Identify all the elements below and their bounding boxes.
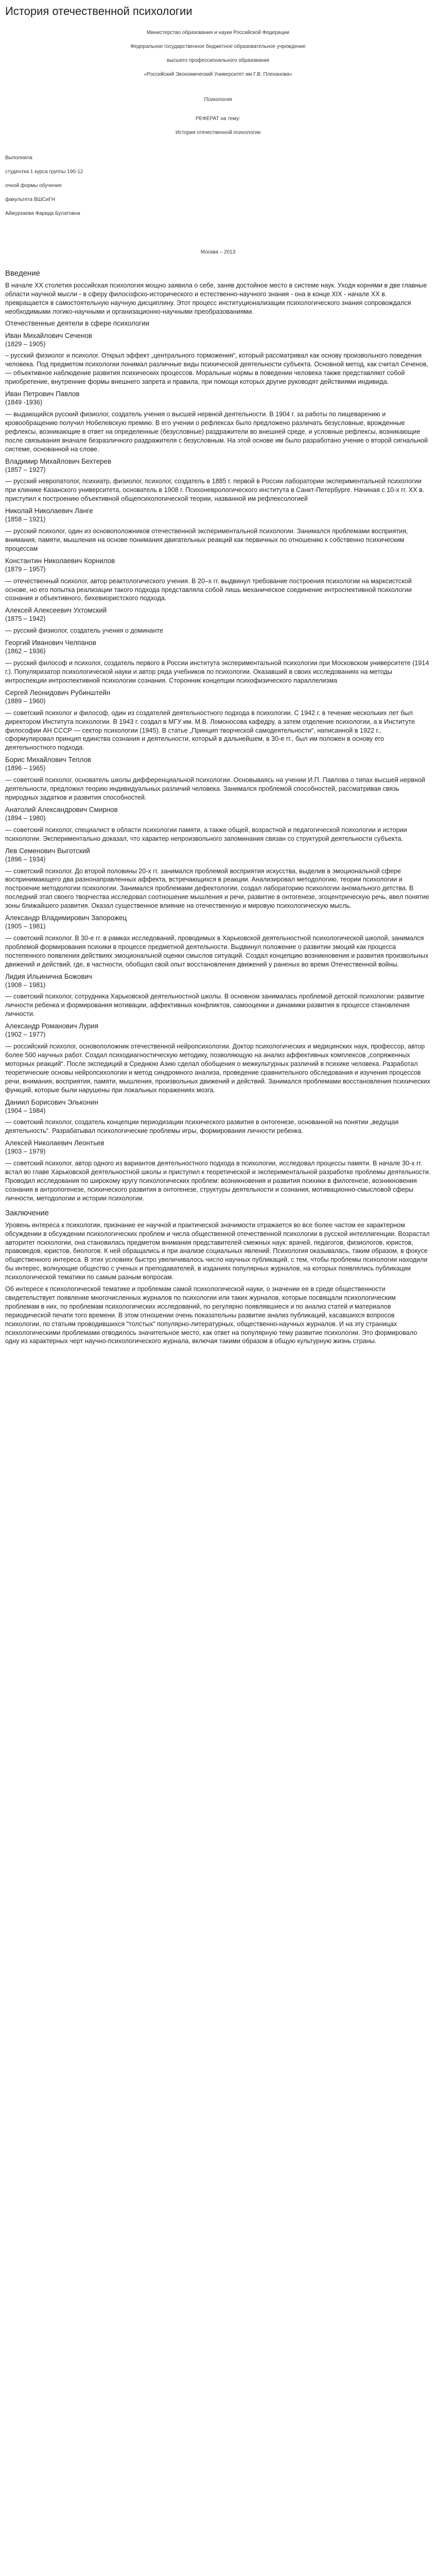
person-entry <box>5 755 431 802</box>
person-years: (1829 – 1905) <box>5 340 46 348</box>
cover-essay-topic: История отечественной психологии <box>175 130 261 135</box>
person-entry <box>5 972 431 1019</box>
cover-institution-line2: высшего профессионального образования <box>167 58 269 63</box>
cover-city-year: Москва – 2013 <box>200 249 236 255</box>
person-description: — выдающийся русский физиолог, создатель учения о высшей нервной деятельности. В 1904 г. за работы по пищеварению и кровообращению получил Нобелевскую премию. В его учении о рефлексах было предложено различать безусловные, врожденные рефлексы, возникающие в ответ на определенные (безусловные) раздражители во внешней среде, и условные рефлексы, возникающие после связывания вначале безразличного раздражителя с безусловным. На этой основе им было разработано учение о второй сигнальной системе, основанной на слове. <box>5 410 428 453</box>
person-description: — советский психолог. В 30-е гг. в рамках исследований, проводимых в Харьковской деятельностной психологической школой, занимался проблемой формирования психики в процессе предметной деятельности. Выдвинул положение о развитии эмоций как процесса постепенного появления действиях эмоциональной оценки смыслов ситуаций. Создал концепцию возникновения и развития произвольных движений и действий, где, в частности, обобщил свой опыт восстановления движений у раненых во время Отечественной войны. <box>5 934 429 968</box>
person-years: (1879 – 1957) <box>5 565 46 573</box>
person-entry <box>5 606 431 635</box>
person-entry <box>5 1139 431 1202</box>
person-name: Георгий Иванович Челпанов <box>5 639 96 647</box>
person-description: — русский психолог, один из основоположников отечественной экспериментальной психологии. Занимался проблемами восприятия, внимания, памяти, мышления на основе понимания двигательных реакций как первичных по отношению к собственно психическим процессам <box>5 528 408 552</box>
person-description: — русский невропатолог, психиатр, физиолог, психолог, создатель в 1885 г. первой в России лаборатории экспериментальной психологии при клинике Казанского университета, основатель в 1908 г. Психоневрологического института в Санкт-Петербурге. Начиная с 10-х гг. ХХ в. приступил к построению объективной общепсихологической теории, названной им рефлексологией <box>5 478 425 503</box>
person-name: Борис Михайлович Теплов <box>5 756 92 764</box>
person-description: — советский психолог. До второй половины 20-х гг. занимался проблемой восприятия искусства, выделив в эмоциональной сфере воспринимающего два разнонаправленных аффекта, встречающихся в реакции. Анализировал методологию, теории психологии и построение методологии психологии. Занимался проблемами дефектологии, создал лабораторию психологии аномального детства. В последний этап своего творчества исследовал соотношение мышления и речи, развитие в онтогенезе, эгоцентрическую речь, ввел понятие зоны ближайшего развития. Оказал существенное влияние на отечественную и мировую психологическую мысль. <box>5 867 429 910</box>
person-entry <box>5 688 431 752</box>
person-name: Александр Владимирович Запорожец <box>5 914 127 922</box>
cover-university: «Российский Экономический Университет им Г.В. Плеханова» <box>144 72 292 77</box>
person-entry <box>5 506 431 553</box>
person-name: Николай Николаевич Ланге <box>5 507 93 515</box>
person-entry <box>5 389 431 453</box>
cover-student: студентка 1 курса группы 190-12 <box>5 169 83 175</box>
person-name: Алексей Алексеевич Ухтомский <box>5 606 107 615</box>
person-description: – русский физиолог и психолог. Открыл эффект „центрального торможения“, который рассматривал как основу произвольного поведения человека. Под предметом психологии понимал различные виды психической деятельности субъекта. Основной метод, как считал Сеченов, — объективное наблюдение развития психических процессов. Моральные нормы в поведении человека также представляют собой приобретение, внутренние формы внешнего запрета и правила, при помощи которых другие руководят действиями индивида. <box>5 352 428 386</box>
person-name: Алексей Николаевич Леонтьев <box>5 1139 104 1147</box>
section-title: Отечественные деятели в сфере психологии <box>5 319 150 327</box>
person-name: Лев Семенович Выготский <box>5 846 90 855</box>
person-years: (1858 – 1921) <box>5 516 46 523</box>
cover-study-form: очной формы обучения <box>5 183 62 189</box>
person-description: — советский психолог, создатель концепции периодизации психического развития в онтогенезе, основанной на понятии „ведущая деятельность“. Разрабатывал психологические проблемы игры, формирования личности ребенка. <box>5 1118 399 1135</box>
person-years: (1889 – 1960) <box>5 697 46 705</box>
person-name: Лидия Ильинична Божович <box>5 972 92 980</box>
person-entry <box>5 1022 431 1094</box>
person-description: — российский психолог, основоположник отечественной нейропсихологии. Доктор психологических и медицинских наук, профессор, автор более 500 научных работ. Создал психодиагностическую методику, позволяющую на анализ аффективных комплексов „сопряженных моторных реакций“. После экспедиций в Среднюю Азию сделал обобщения о межкультурных различий в психике человека. Разработал теоретические основы нейропсихологии и метод синдромного анализа, проведение сравнительного обследования и изучения процессов речи, внимания, восприятия, памяти, мышления, произвольных движений и действий. Занимался проблемами восстановления психических функций, которые были нарушены при локальных поражениях мозга. <box>5 1043 430 1094</box>
person-years: (1908 – 1981) <box>5 981 46 989</box>
cover-author-name: Айжурзаева Фарида Булатовна <box>5 211 80 216</box>
person-entry <box>5 1098 431 1136</box>
person-description: — советский психолог, специалист в области психологии памяти, а также общей, возрастной и педагогической психологии и истории психологии. Экспериментально доказал, что характер непроизвольного запоминания связан со структурой деятельности субъекта. <box>5 826 407 842</box>
document-title: История отечественной психологии <box>5 5 193 18</box>
person-name: Анатолий Александрович Смирнов <box>5 805 118 814</box>
person-years: (1862 – 1936) <box>5 648 46 655</box>
cover-ministry: Министерство образования и науки Российской Федерации <box>147 30 289 36</box>
cover-performed-by: Выполнила <box>5 155 32 161</box>
person-years: (1875 – 1942) <box>5 615 46 623</box>
person-description: — советский психолог, сотрудника Харьковской деятельностной школы. В основном занималась проблемой детской психологии: развитие личности ребенка и формирования мотивации, аффективных конфликтов, самооценки и динамики развития в процессе становления личности. <box>5 993 425 1018</box>
person-name: Константин Николаевич Корнилов <box>5 556 115 565</box>
person-name: Александр Романович Лурия <box>5 1022 98 1030</box>
cover-faculty: факультета ВШСиГН <box>5 197 56 202</box>
person-name: Иван Петрович Павлов <box>5 390 80 398</box>
cover-essay-label: РЕФЕРАТ на тему: <box>195 116 241 122</box>
person-years: (1905 – 1981) <box>5 923 46 930</box>
intro-heading: Введение <box>5 269 40 278</box>
person-entry <box>5 913 431 969</box>
person-description: — советский психолог и философ, один из создателей деятельностного подхода в психологии. С 1942 г. в течение нескольких лет был директором Института психологии. В 1943 г. создал в МГУ им. М.В. Ломоносова кафедру, а затем отделение психологии, а в Институте философии АН СССР — сектор психологии (1945). В статье „Принцип творческой самодеятельности“, написанной в 1922 г., сформулировал принцип единства сознания и деятельности, который в дальнейшем, в 30-е гг., был им положен в основу его деятельностного подхода. <box>5 709 415 752</box>
person-description: — советский психолог, автор одного из вариантов деятельностного подхода в психологии, исследовал процессы памяти. В начале 30-х гг. встал во главе Харьковской деятельностной школы и приступил к теоретической и экспериментальной разработке проблемы деятельности. Проводил исследования по широкому кругу психологических проблем: возникновения и развития психики в филогенезе, возникновения сознания в антропогенезе, психического развития в онтогенезе, структуры деятельности и сознания, мотивационно-смысловой сферы личности, методологии и истории психологии. <box>5 1160 431 1202</box>
person-name: Сергей Леонидович Рубинштейн <box>5 688 111 697</box>
article-body <box>5 268 431 1346</box>
person-years: (1896 – 1965) <box>5 765 46 772</box>
person-description: — русский философ и психолог, создатель первого в России института экспериментальной психологии при Московском университете (1914 г.). Популяризатор психологической науки и автор ряда учебников по психологии. Оказавший в своих исследованиях на методы интроспекции интроспективной психологии сознания. Сторонник концепции психофизического параллелизма <box>5 659 429 684</box>
conclusion-paragraph-2: Об интересе к психологической тематике и проблемам самой психологической науки, о значении ее в среде общественности свидетельствует появление многочисленных журналов по психологии или таких журналов, которые посвящали психологическим проблемам в них, по проблемам психологических исследований, по регулярно появлявшиеся и по анализ статей и материалов периодической печати того времени. В этом отношении очень показательны развитие анализ публикаций, касавшихся вопросов психологии, по статьям проводившихся "толстых" популярно-литературных, общественно-научных журналов. И на эту страницах психологическими проблемами отводилось значительное место, как ответ на популярную тему развитие психологии. Это формировало одну из характерных черт научно-психологического журнала, включая такими образом в общую культурную жизнь страны. <box>5 1285 417 1345</box>
person-years: (1857 – 1927) <box>5 466 46 473</box>
person-entry <box>5 638 431 685</box>
person-description: — русский физиолог, создатель учения о доминанте <box>5 627 164 635</box>
person-description: — советский психолог, основатель школы дифференциальной психологии. Основываясь на учении И.П. Павлова о типах высшей нервной деятельности, предложил теорию индивидуальных различий человека. Занимался проблемой способностей, рассматривая связь природных задатков и развития способностей. <box>5 776 425 801</box>
person-years: (1849 -1936) <box>5 399 43 406</box>
conclusion-heading: Заключение <box>5 1208 49 1217</box>
person-name: Даниил Борисович Эльконин <box>5 1098 98 1106</box>
cover-institution-line1: Федеральное государственное бюджетное образовательное учреждение <box>130 44 306 49</box>
person-entry <box>5 805 431 843</box>
person-years: (1902 – 1977) <box>5 1031 46 1039</box>
person-years: (1903 – 1979) <box>5 1148 46 1156</box>
person-entry <box>5 331 431 387</box>
intro-paragraph: В начале ХХ столетия российская психология мощно заявила о себе, заняв достойное место в системе наук. Уходя корнями в две главные области научной мысли - в сферу философско-исторического и естественно-научного знания - она в конце ХIХ - начале ХХ в. превращается в самостоятельную научную дисциплину. Этот процесс институционализации психологического знания сопровождался необходимыми логико-научными и организационно-научными преобразованиями. <box>5 282 427 315</box>
person-name: Иван Михайлович Сеченов <box>5 331 93 340</box>
person-entry <box>5 556 431 603</box>
person-years: (1904 – 1984) <box>5 1107 46 1114</box>
cover-department: Психология <box>204 97 232 103</box>
cover-page <box>5 29 431 256</box>
conclusion-paragraph-1: Уровень интереса к психологии, признание ее научной и практической значимости отражается во все более частом ее характерном обсуждении в обсуждении психологических проблем и числа общественной отечественной психологии в русской интеллигенции. Возрастал авторитет психологии, она становилась предметом внимания представителей смежных наук: врачей, педагогов, физиологов, юристов, правоведов, юристов, биологов. К ней обращались и при анализе социальных явлений. Психология оказывалась, таким образом, в фокусе общественного интереса. В этих условиях быстро увеличивалось число научных публикаций, с тем, чтобы проблемы психологии находили бы интерес, волнующие общество с ученых и преподавателей, в изданиях популярных журналов, на которых появлялись публикации психологической тематики по самым разным вопросам. <box>5 1221 430 1281</box>
person-years: (1894 – 1980) <box>5 814 46 822</box>
person-entry <box>5 457 431 504</box>
person-years: (1896 – 1934) <box>5 855 46 863</box>
persons-list <box>5 331 431 1203</box>
person-name: Владимир Михайлович Бехтерев <box>5 457 112 465</box>
person-entry <box>5 846 431 910</box>
person-description: — отечественный психолог, автор реактологического учения. В 20–х гг. выдвинул требование построения психологии на марксистской основе, но его попытка реализации такого подхода представляла собой лишь механическое соединение интроспективной психологии сознания и объективного, бихевиористского подхода. <box>5 577 412 602</box>
